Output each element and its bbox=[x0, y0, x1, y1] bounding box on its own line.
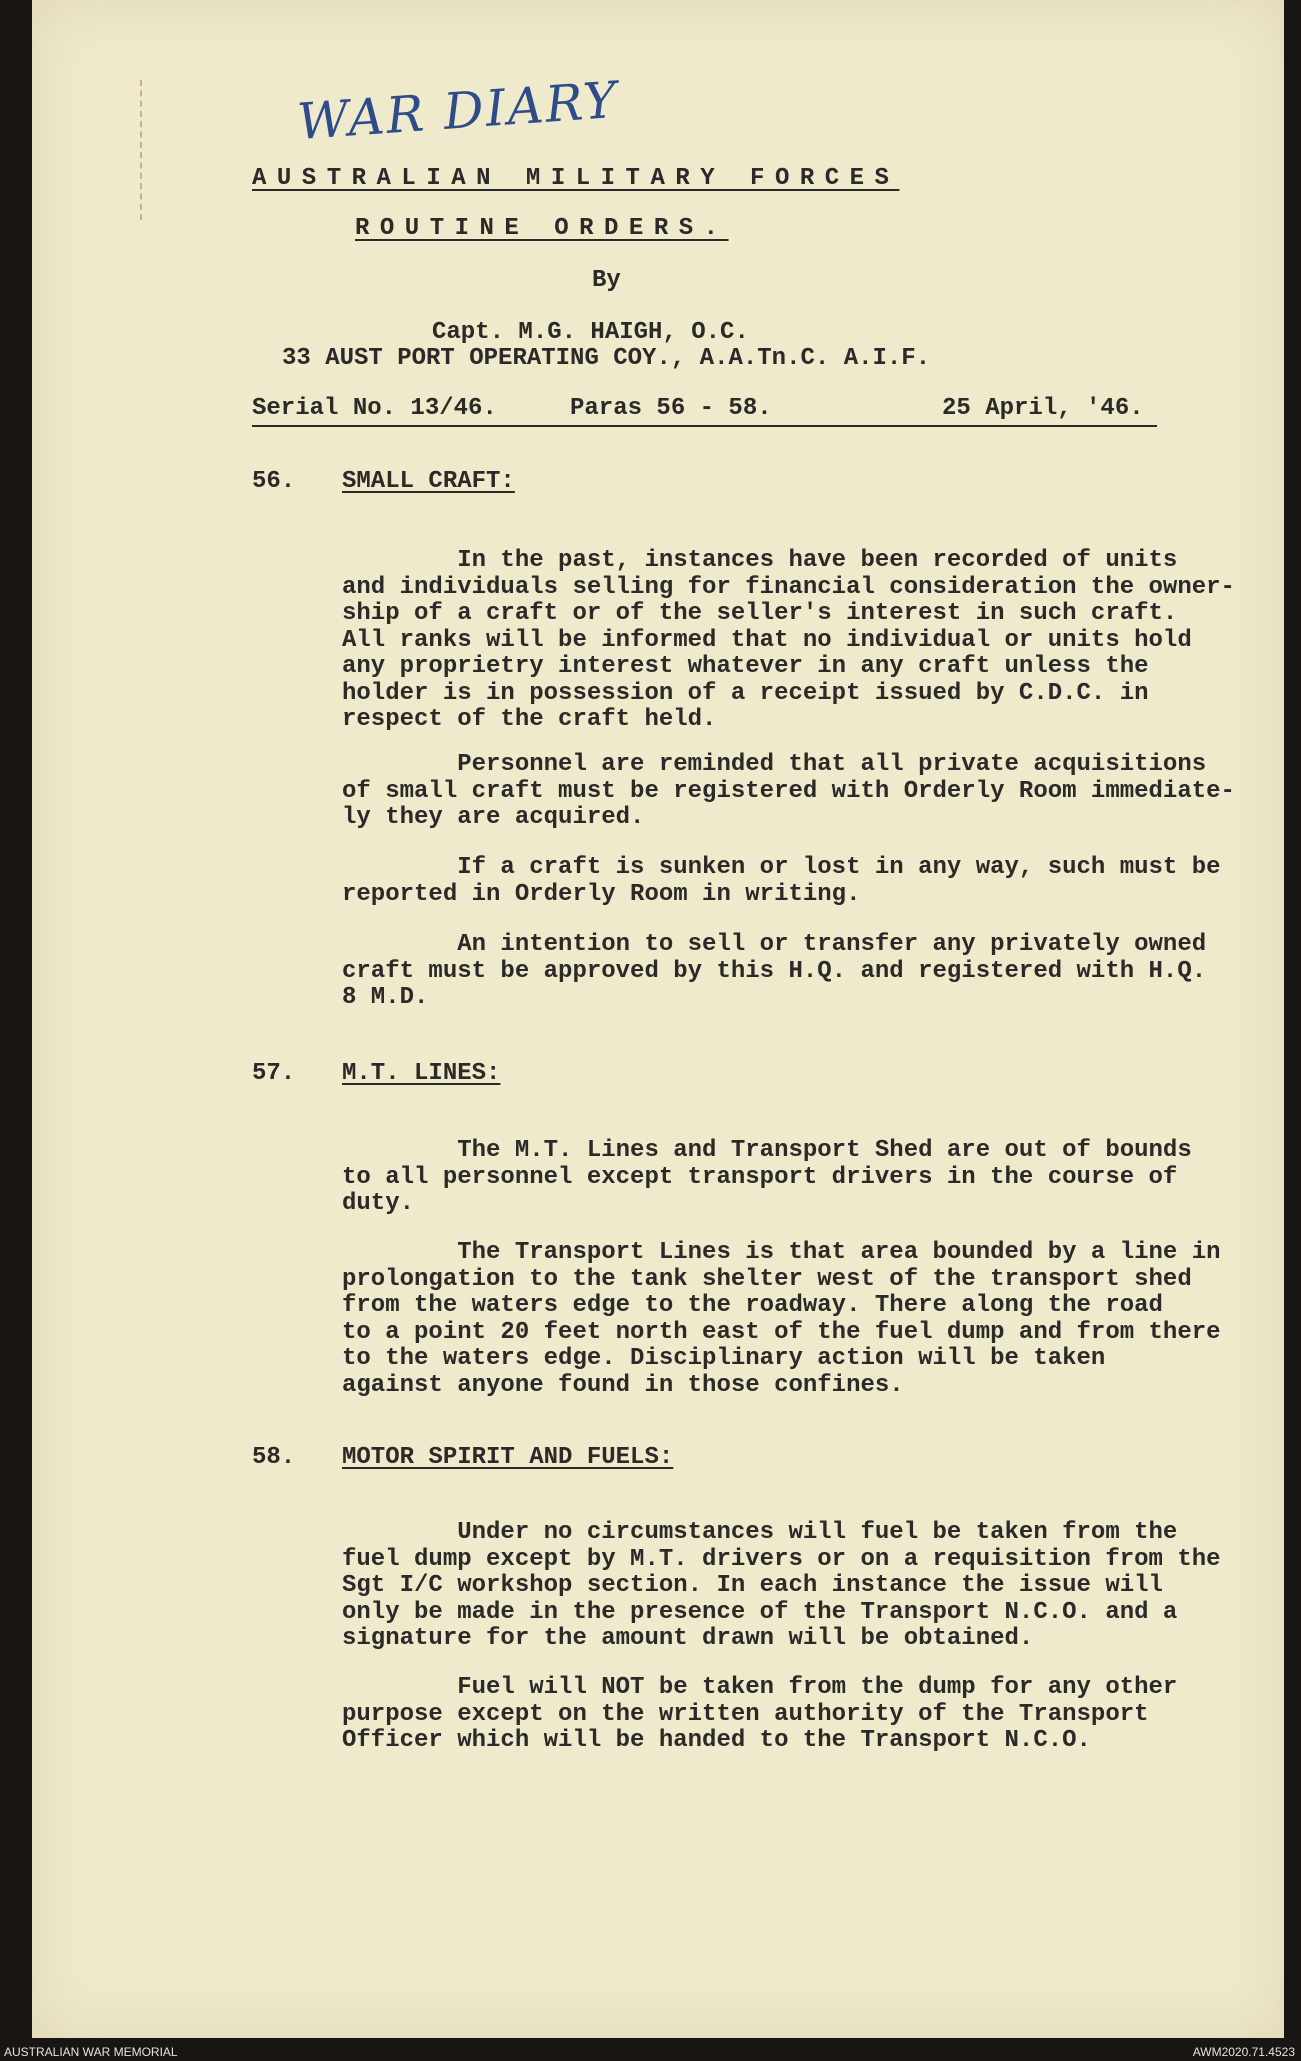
para-number: 58. bbox=[252, 1444, 296, 1471]
para-number: 56. bbox=[252, 468, 296, 495]
para-number: 57. bbox=[252, 1060, 296, 1087]
para-body: If a craft is sunken or lost in any way, such must be reported in Orderly Room in writing. bbox=[342, 854, 1221, 908]
para-body: Fuel will NOT be taken from the dump for any other purpose except on the written authority of the Transport Officer which will be handed to the Transport N.C.O. bbox=[342, 1674, 1178, 1754]
author-name: Capt. M.G. HAIGH, O.C. bbox=[432, 319, 749, 346]
header-title: AUSTRALIAN MILITARY FORCES bbox=[252, 165, 900, 192]
para-body: Personnel are reminded that all private acquisitions of small craft must be registered with Orderly Room immediate- ly they are acquired. bbox=[342, 751, 1235, 831]
handwritten-annotation: WAR DIARY bbox=[295, 70, 621, 152]
para-body: Under no circumstances will fuel be taken from the fuel dump except by M.T. drivers or on a requisition from the Sgt I/C workshop section. In each instance the issue will only be made in the presence of the Transport N.C.O. and a signature for the amount drawn will be obtained. bbox=[342, 1519, 1221, 1652]
para-title: MOTOR SPIRIT AND FUELS: bbox=[342, 1444, 674, 1471]
para-body: The Transport Lines is that area bounded by a line in prolongation to the tank shelter west of the transport shed from the waters edge to the roadway. There along the road to a point 20 feet north east of the fuel dump and from there to the waters edge. Disciplinary action will be taken against anyone found in those confines. bbox=[342, 1239, 1221, 1399]
para-body: An intention to sell or transfer any privately owned craft must be approved by this H.Q. and registered with H.Q. 8 M.D. bbox=[342, 931, 1207, 1011]
author-unit: 33 AUST PORT OPERATING COY., A.A.Tn.C. A.I.F. bbox=[282, 345, 931, 372]
header-by: By bbox=[592, 267, 621, 294]
footer-source: AUSTRALIAN WAR MEMORIAL bbox=[4, 2045, 178, 2059]
para-title: M.T. LINES: bbox=[342, 1060, 501, 1087]
serial-number: Serial No. 13/46. bbox=[252, 395, 497, 422]
document-page bbox=[32, 0, 1284, 2038]
footer-reference: AWM2020.71.4523 bbox=[1192, 2045, 1295, 2059]
order-date: 25 April, '46. bbox=[942, 395, 1144, 422]
para-title: SMALL CRAFT: bbox=[342, 468, 515, 495]
header-subtitle: ROUTINE ORDERS. bbox=[355, 215, 729, 242]
para-body: The M.T. Lines and Transport Shed are out of bounds to all personnel except transport drivers in the course of duty. bbox=[342, 1137, 1192, 1217]
para-body: In the past, instances have been recorded of units and individuals selling for financial consideration the owner- ship of a craft or of the seller's interest in such craft. All ranks will be informed that no individual or units hold any proprietry interest whatever in any craft unless the holder is in possession of a receipt issued by C.D.C. in respect of the craft held. bbox=[342, 547, 1235, 733]
serial-row bbox=[252, 395, 1157, 427]
fold-mark bbox=[140, 80, 192, 220]
paras-range: Paras 56 - 58. bbox=[570, 395, 772, 422]
